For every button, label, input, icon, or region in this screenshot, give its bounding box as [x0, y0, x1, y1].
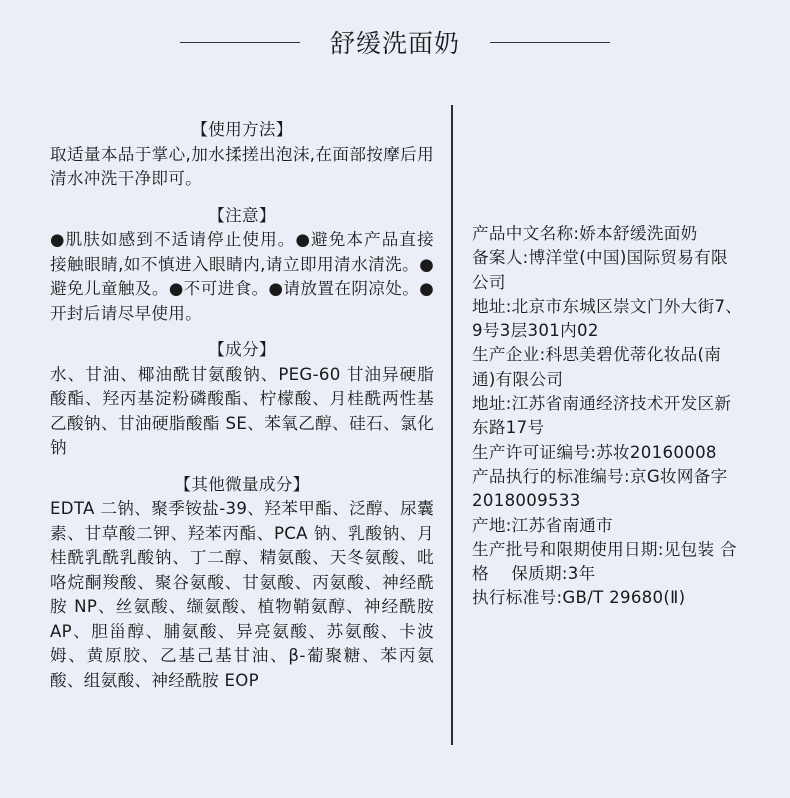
section-body: 取适量本品于掌心,加水揉搓出泡沫,在面部按摩后用清水冲洗干净即可。	[50, 144, 434, 188]
section-title: 【其他微量成分】	[174, 474, 310, 494]
vertical-divider	[451, 105, 453, 745]
section-title: 【注意】	[208, 205, 276, 225]
page-title: 舒缓洗面奶	[329, 29, 460, 58]
info-line: 生产企业:科思美碧优蒂化妆品(南通)有限公司	[472, 345, 722, 389]
section-caution	[50, 204, 434, 327]
section-body: 水、甘油、椰油酰甘氨酸钠、PEG-60 甘油异硬脂酸酯、羟丙基淀粉磷酸酯、柠檬酸、月桂酰两性基乙酸钠、甘油硬脂酸酯 SE、苯氧乙醇、硅石、氯化钠	[50, 364, 434, 457]
section-trace-ingredients	[50, 473, 434, 694]
section-usage	[50, 118, 434, 192]
info-line: 产品执行的标准编号:京G妆网备字2018009533	[472, 466, 728, 511]
info-line: 产地:江苏省南通市	[472, 515, 614, 535]
section-body: ●肌肤如感到不适请停止使用。●避免本产品直接接触眼睛,如不慎进入眼睛内,请立即用清水清洗。●避免儿童触及。●不可进食。●请放置在阴凉处。●开封后请尽早使用。	[50, 230, 434, 323]
info-line: 执行标准号:GB/T 29680(Ⅱ)	[472, 588, 686, 608]
section-title: 【使用方法】	[191, 120, 293, 139]
section-ingredients	[50, 338, 434, 461]
info-line: 生产批号和限期使用日期:见包装 合格 保质期:3年	[472, 539, 737, 584]
title-rule-right	[490, 42, 610, 43]
info-line: 生产许可证编号:苏妆20160008	[472, 442, 717, 462]
info-line: 备案人:博洋堂(中国)国际贸易有限公司	[472, 248, 728, 292]
title-row	[0, 22, 790, 62]
title-rule-left	[180, 42, 300, 43]
info-line: 产品中文名称:娇本舒缓洗面奶	[472, 224, 698, 243]
section-body: EDTA 二钠、聚季铵盐-39、羟苯甲酯、泛醇、尿囊素、甘草酸二钾、羟苯丙酯、PCA 钠、乳酸钠、月桂酰乳酰乳酸钠、丁二醇、精氨酸、天冬氨酸、吡咯烷酮羧酸、聚谷氨酸、甘氨酸、丙氨酸、神经酰胺 NP、丝氨酸、缬氨酸、植物鞘氨醇、神经酰胺 AP、胆甾醇、脯氨酸、异亮氨酸、苏氨酸、卡波姆、黄原胶、乙基己基甘油、β-葡聚糖、苯丙氨酸、组氨酸、神经酰胺 EOP	[50, 499, 434, 690]
info-line: 地址:北京市东城区崇文门外大街7、9号3层301内02	[472, 296, 743, 341]
left-column	[50, 118, 434, 705]
info-line: 地址:江苏省南通经济技术开发区新东路17号	[472, 394, 732, 438]
product-info	[472, 222, 744, 611]
section-title: 【成分】	[208, 340, 276, 359]
